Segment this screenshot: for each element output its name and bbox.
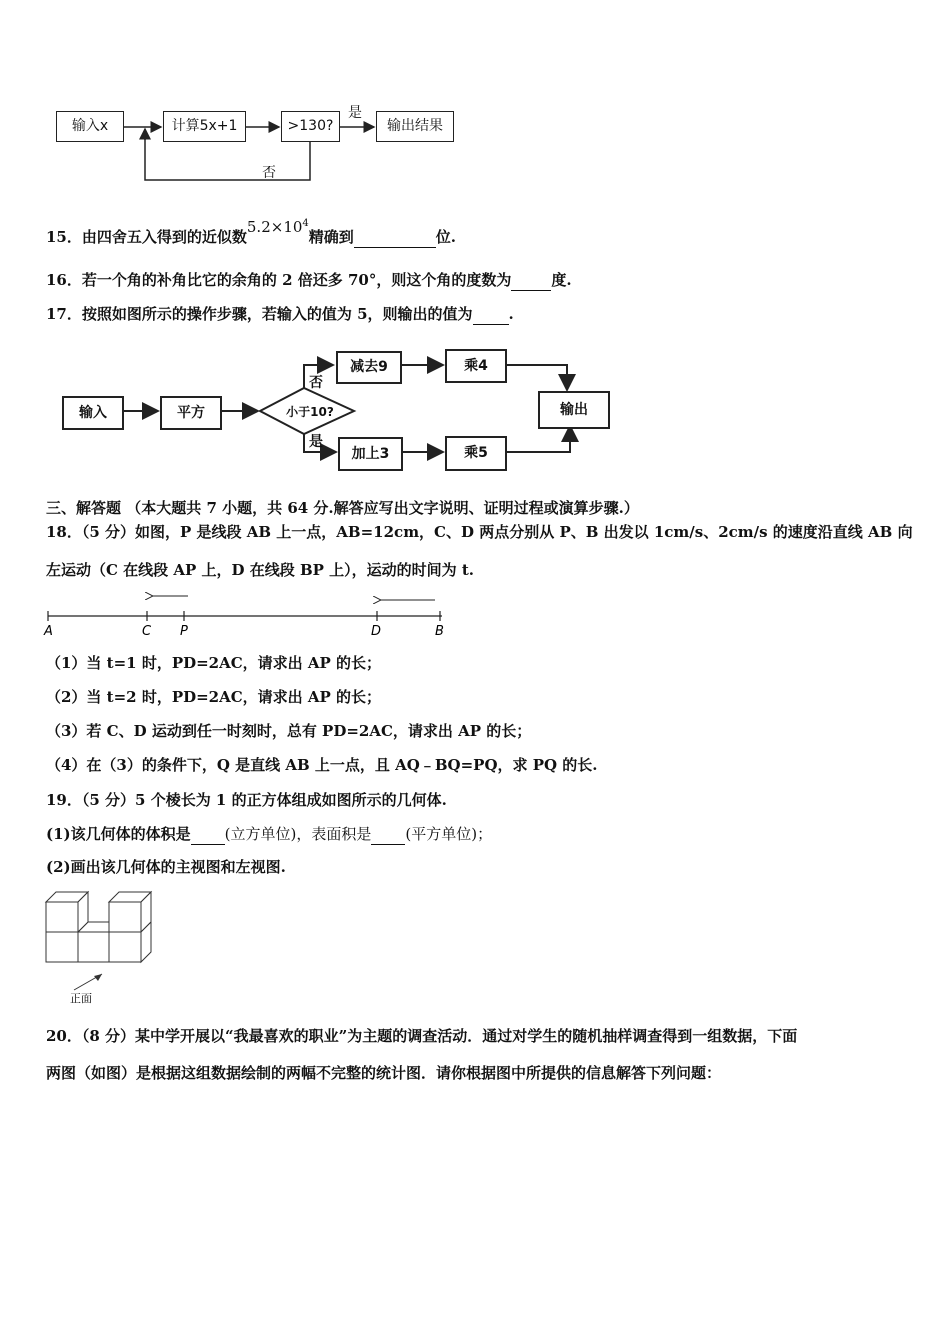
q16-text1: 若一个角的补角比它的余角的 2 倍还多 70°，则这个角的度数为 xyxy=(81,271,512,289)
q17-text2: . xyxy=(508,305,514,323)
q19-sub2: (2)画出该几何体的主视图和左视图. xyxy=(46,858,286,876)
q15-text3: 位. xyxy=(435,228,457,246)
q19-volume-blank xyxy=(191,824,225,845)
flow17-minus-box: 减去9 xyxy=(336,351,402,384)
q17-number: 17． xyxy=(46,305,82,323)
q15-approx-base: 5.2×10 xyxy=(246,218,303,236)
flow17-compare-label: 小于10? xyxy=(286,405,334,419)
label-c: C xyxy=(142,624,152,639)
q19-area-blank xyxy=(371,824,405,845)
q18-sub4: （4）在（3）的条件下，Q 是直线 AB 上一点，且 AQ﹣BQ=PQ，求 PQ 的长. xyxy=(46,756,598,774)
q15-number: 15． xyxy=(46,228,82,246)
flow-compute-box: 计算5x+1 xyxy=(163,111,246,142)
figure-q19-cubes xyxy=(40,886,180,1008)
front-label: 正面 xyxy=(70,992,92,1005)
q19-text: （5 分）5 个棱长为 1 的正方体组成如图所示的几何体. xyxy=(81,791,447,809)
question-19 xyxy=(46,790,447,810)
flowchart-q14-lines xyxy=(0,0,950,200)
label-b: B xyxy=(435,624,444,639)
q17-answer-blank xyxy=(473,304,509,325)
label-a: A xyxy=(44,624,53,639)
q16-number: 16． xyxy=(46,271,82,289)
question-15 xyxy=(46,218,457,248)
flow-no-label: 否 xyxy=(262,165,276,181)
q18-text-line2: 左运动（C 在线段 AP 上，D 在线段 BP 上），运动的时间为 t. xyxy=(46,561,475,579)
q16-answer-blank xyxy=(511,270,551,291)
q18-sub3: （3）若 C、D 运动到任一时刻时，总有 PD=2AC，请求出 AP 的长； xyxy=(46,722,532,740)
q19-sub1-a: (1)该几何体的体积是 xyxy=(46,825,191,843)
q18-sub2: （2）当 t=2 时，PD=2AC，请求出 AP 的长； xyxy=(46,688,382,706)
q15-approx-exp: 4 xyxy=(302,218,309,229)
q20-number: 20． xyxy=(46,1027,82,1045)
q16-text2: 度. xyxy=(551,271,572,289)
figure-q18-segment xyxy=(40,588,460,640)
flow17-yes-label: 是 xyxy=(309,434,323,450)
flow-compare-box: >130? xyxy=(281,111,340,142)
q15-text2: 精确到 xyxy=(308,228,354,246)
question-18-line1 xyxy=(46,522,913,542)
flow17-output-box: 输出 xyxy=(538,391,610,429)
q19-sub1-b: (立方单位)，表面积是 xyxy=(224,825,372,843)
flow17-square-box: 平方 xyxy=(160,396,222,430)
label-d: D xyxy=(371,624,382,639)
q20-text-line1: （8 分）某中学开展以“我最喜欢的职业”为主题的调查活动．通过对学生的随机抽样调查得到一组数据，下面 xyxy=(81,1027,798,1045)
section-3-heading: 三、解答题 （本大题共 7 小题，共 64 分.解答应写出文字说明、证明过程或演算步骤.） xyxy=(46,499,639,517)
q15-text1: 由四舍五入得到的近似数 xyxy=(81,228,247,246)
q15-approx xyxy=(247,218,309,236)
flow-output-box: 输出结果 xyxy=(376,111,454,142)
question-16 xyxy=(46,270,572,291)
q18-text-line1: （5 分）如图，P 是线段 AB 上一点，AB=12cm，C、D 两点分别从 P、B 出发以 1cm/s、2cm/s 的速度沿直线 AB 向 xyxy=(81,523,913,541)
q18-sub1: （1）当 t=1 时，PD=2AC，请求出 AP 的长； xyxy=(46,654,382,672)
flow-input-box: 输入x xyxy=(56,111,124,142)
label-p: P xyxy=(180,624,188,639)
flow17-plus-box: 加上3 xyxy=(338,437,403,471)
q19-number: 19． xyxy=(46,791,82,809)
question-17 xyxy=(46,304,514,325)
q20-text-line2: 两图（如图）是根据这组数据绘制的两幅不完整的统计图．请你根据图中所提供的信息解答下列问题： xyxy=(46,1064,722,1082)
flow17-no-label: 否 xyxy=(309,375,323,391)
q19-sub1 xyxy=(46,824,492,845)
flow-yes-label: 是 xyxy=(348,105,362,121)
q15-answer-blank xyxy=(354,227,436,248)
question-20-line1 xyxy=(46,1026,797,1046)
flow17-mul4-box: 乘4 xyxy=(445,349,507,383)
flow17-mul5-box: 乘5 xyxy=(445,436,507,471)
q19-sub1-c: (平方单位)； xyxy=(405,825,493,843)
flow17-input-box: 输入 xyxy=(62,396,124,430)
q18-number: 18． xyxy=(46,523,82,541)
q17-text1: 按照如图所示的操作步骤，若输入的值为 5，则输出的值为 xyxy=(81,305,473,323)
